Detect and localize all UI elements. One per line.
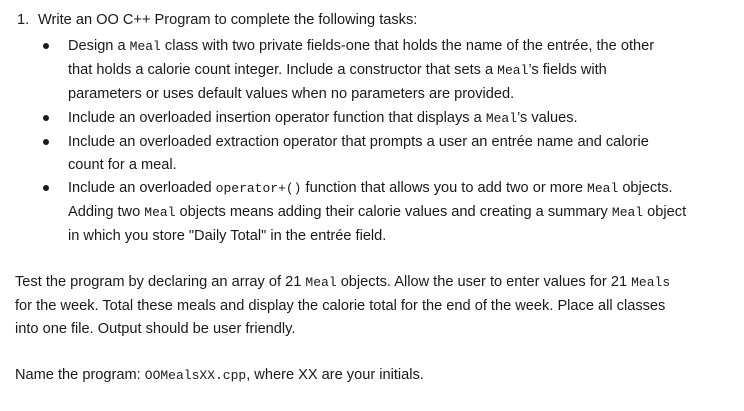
program-name-line: Name the program: OOMealsXX.cpp, where XX are your initials. bbox=[15, 367, 424, 383]
code-meal: Meal bbox=[305, 275, 337, 290]
code-meals: Meals bbox=[631, 275, 671, 290]
code-meal: Meal bbox=[587, 181, 619, 196]
bullet-2-line-1: Include an overloaded insertion operator function that displays a Meal’s values. bbox=[68, 110, 578, 126]
bullet-dot bbox=[43, 185, 49, 191]
code-meal: Meal bbox=[129, 39, 161, 54]
bullet-1-line-3: parameters or uses default values when no parameters are provided. bbox=[68, 86, 515, 102]
item-number: 1. bbox=[17, 12, 30, 28]
code-meal: Meal bbox=[497, 63, 529, 78]
test-paragraph-line-2: for the week. Total these meals and display the calorie total for the end of the week. Place all classes bbox=[15, 298, 666, 314]
code-filename: OOMealsXX.cpp bbox=[144, 368, 247, 383]
bullet-3-line-2: count for a meal. bbox=[68, 157, 177, 173]
code-operator-plus: operator+() bbox=[215, 181, 302, 196]
bullet-4-line-1: Include an overloaded operator+() function that allows you to add two or more Meal objects. bbox=[68, 180, 673, 196]
bullet-3-line-1: Include an overloaded extraction operator that prompts a user an entrée name and calorie bbox=[68, 134, 649, 150]
bullet-dot bbox=[43, 43, 49, 49]
code-meal: Meal bbox=[611, 205, 644, 220]
bullet-1-line-2: that holds a calorie count integer. Include a constructor that sets a Meal’s fields with bbox=[68, 62, 607, 78]
code-meal: Meal bbox=[144, 205, 176, 220]
bullet-1-line-1: Design a Meal class with two private fields-one that holds the name of the entrée, the other bbox=[68, 38, 655, 54]
bullet-4-line-2: Adding two Meal objects means adding their calorie values and creating a summary Meal object bbox=[68, 204, 687, 220]
bullet-4-line-3: in which you store "Daily Total" in the entrée field. bbox=[68, 228, 387, 244]
bullet-dot bbox=[43, 115, 49, 121]
test-paragraph-line-3: into one file. Output should be user friendly. bbox=[15, 321, 296, 337]
bullet-dot bbox=[43, 139, 49, 145]
code-meal: Meal bbox=[485, 111, 518, 126]
test-paragraph-line-1: Test the program by declaring an array of 21 Meal objects. Allow the user to enter values for 21 Meals bbox=[15, 274, 671, 290]
intro-text: Write an OO C++ Program to complete the following tasks: bbox=[38, 12, 418, 28]
